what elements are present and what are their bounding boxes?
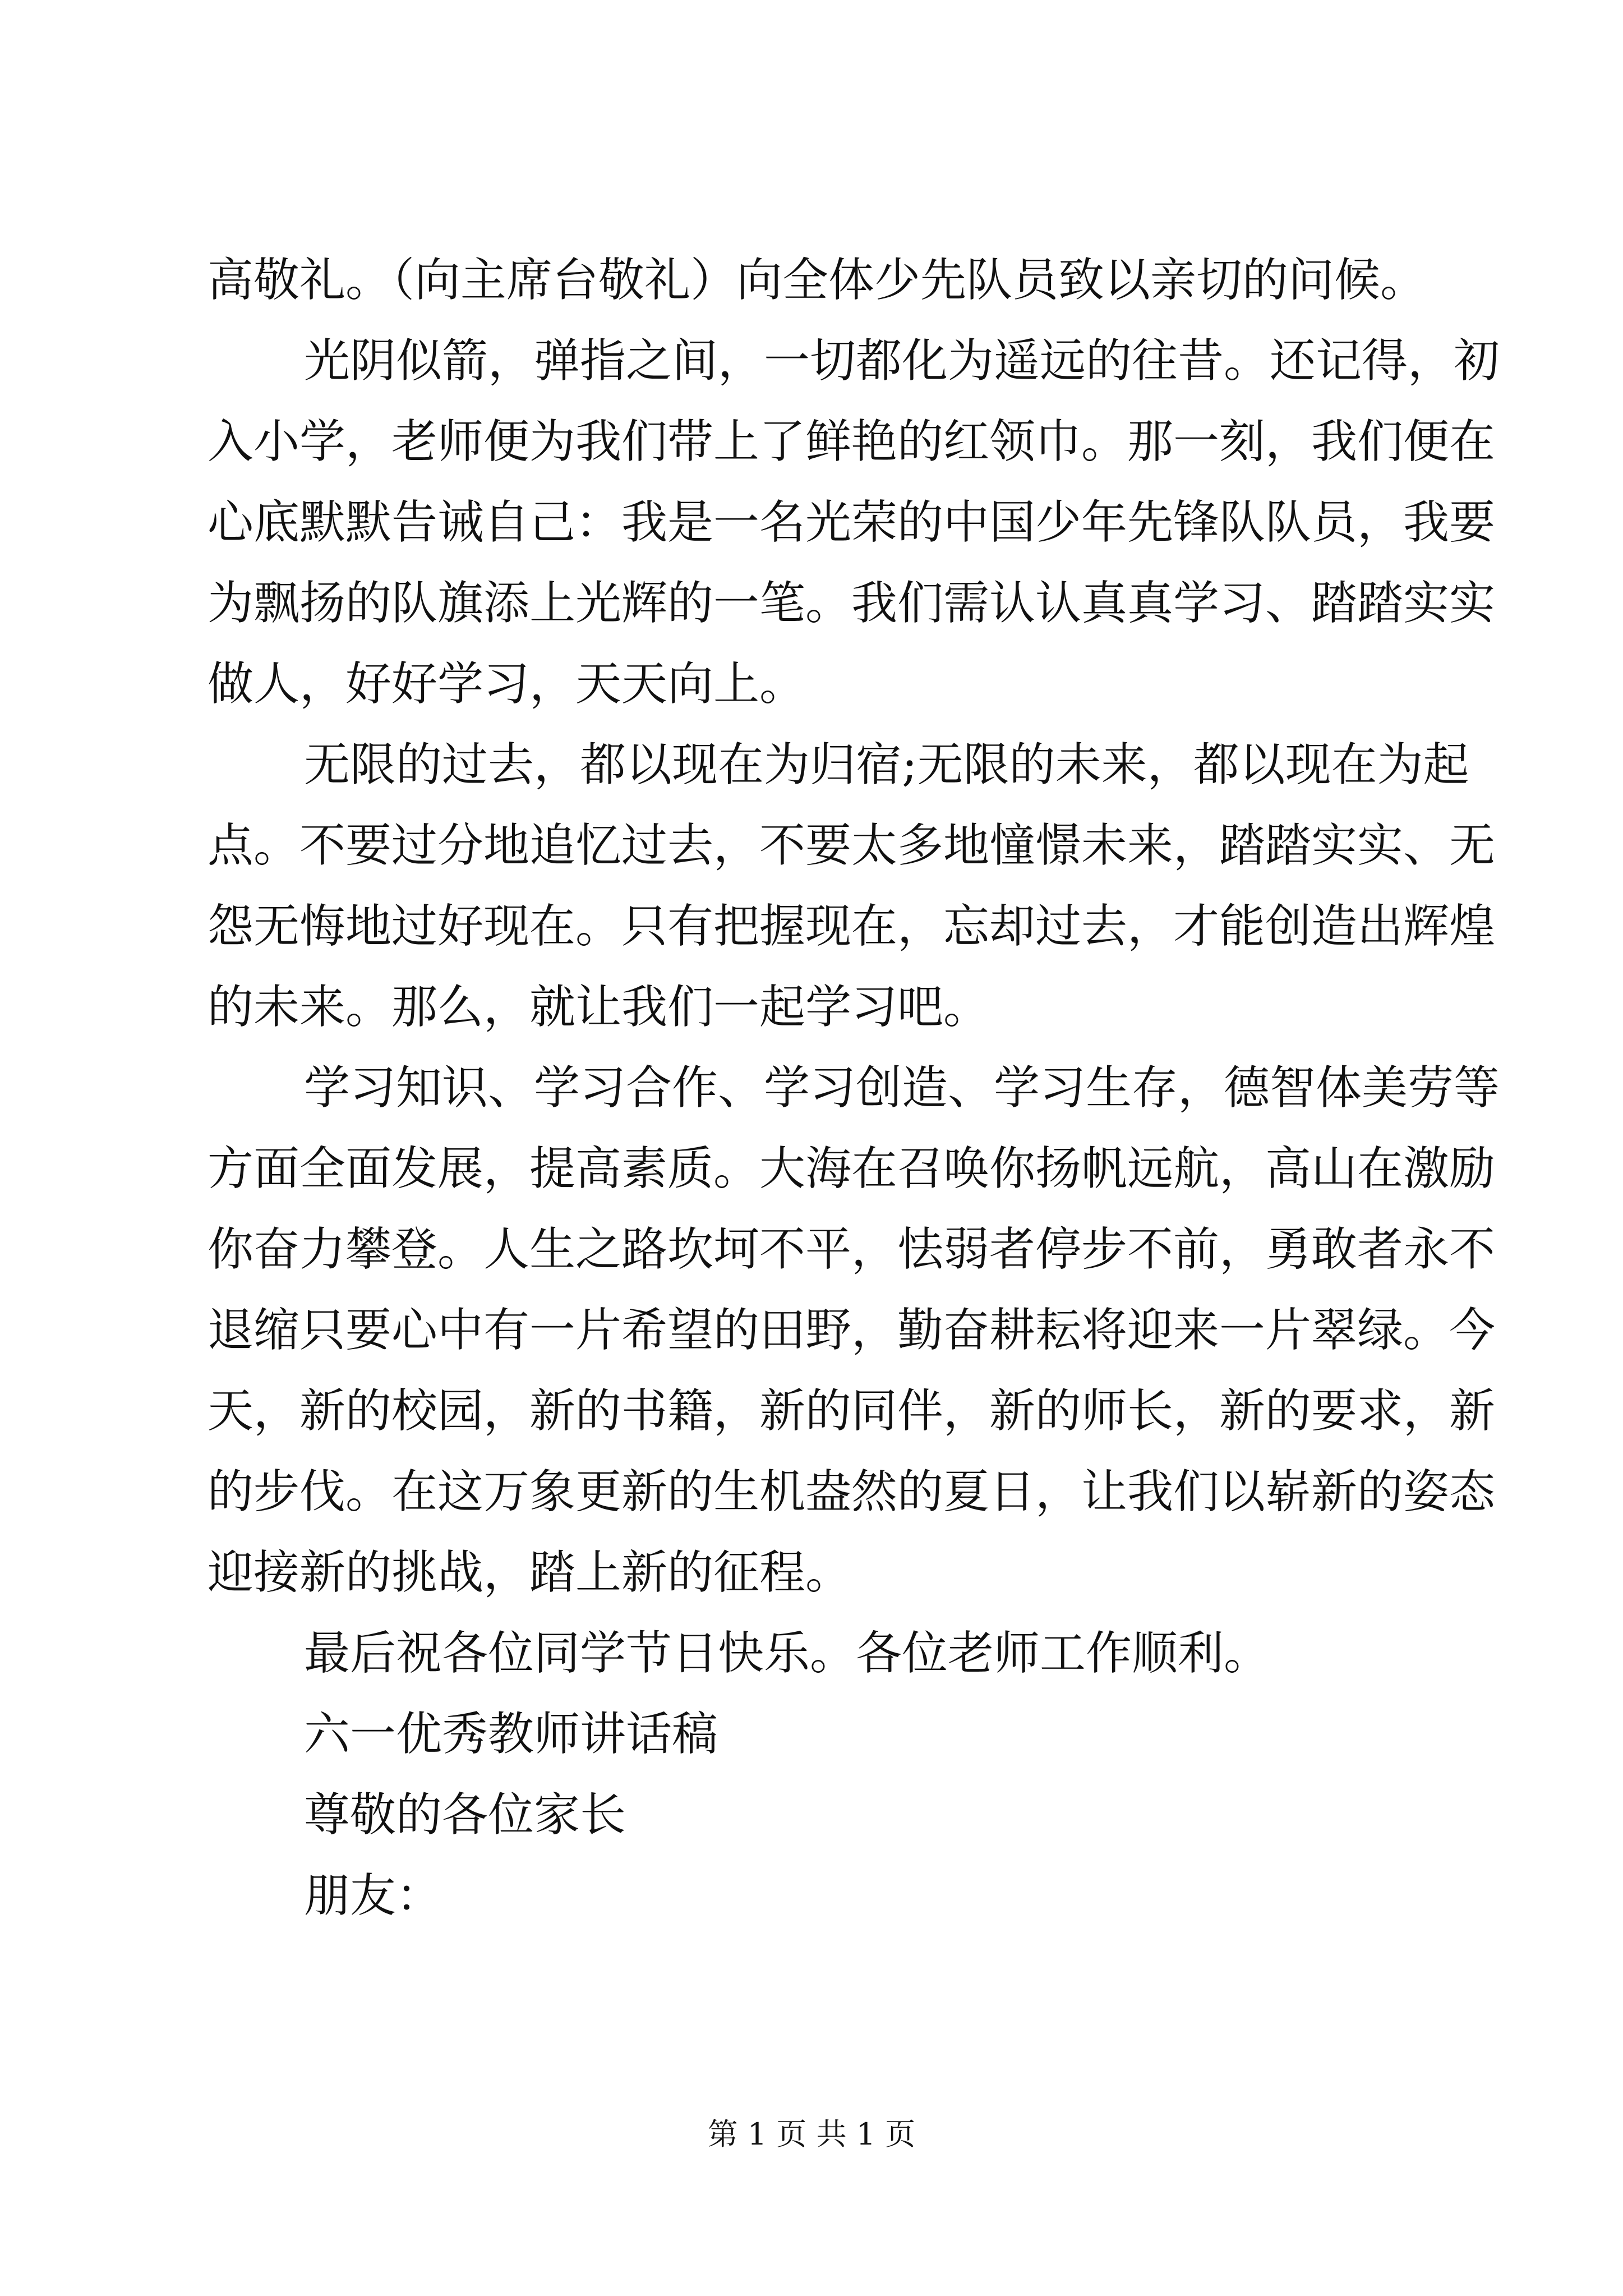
text-line: 点。不要过分地追忆过去，不要太多地憧憬未来，踏踏实实、无 bbox=[208, 819, 1496, 872]
text-line: 退缩只要心中有一片希望的田野，勤奋耕耘将迎来一片翠绿。今 bbox=[208, 1304, 1496, 1357]
salutation-line: 尊敬的各位家长 bbox=[304, 1788, 626, 1842]
section-heading: 六一优秀教师讲话稿 bbox=[304, 1708, 718, 1761]
text-line: 高敬礼。（向主席台敬礼）向全体少先队员致以亲切的问候。 bbox=[208, 254, 1427, 307]
text-line: 怨无悔地过好现在。只有把握现在，忘却过去，才能创造出辉煌 bbox=[208, 900, 1496, 953]
text-line: 为飘扬的队旗添上光辉的一笔。我们需认认真真学习、踏踏实实 bbox=[208, 577, 1496, 630]
text-line: 迎接新的挑战，踏上新的征程。 bbox=[208, 1546, 852, 1599]
page-number-footer: 第 1 页 共 1 页 bbox=[707, 2116, 916, 2152]
text-line: 的步伐。在这万象更新的生机盎然的夏日，让我们以崭新的姿态 bbox=[208, 1465, 1496, 1519]
paragraph-start-line: 无限的过去，都以现在为归宿;无限的未来，都以现在为起 bbox=[304, 738, 1469, 792]
text-line: 方面全面发展，提高素质。大海在召唤你扬帆远航，高山在激励 bbox=[208, 1142, 1496, 1195]
text-line: 你奋力攀登。人生之路坎坷不平，怯弱者停步不前，勇敢者永不 bbox=[208, 1223, 1496, 1276]
text-line: 天，新的校园，新的书籍，新的同伴，新的师长，新的要求，新 bbox=[208, 1384, 1496, 1438]
paragraph-start-line: 学习知识、学习合作、学习创造、学习生存，德智体美劳等 bbox=[304, 1061, 1500, 1115]
text-line: 做人，好好学习，天天向上。 bbox=[208, 657, 806, 711]
paragraph-start-line: 最后祝各位同学节日快乐。各位老师工作顺利。 bbox=[304, 1627, 1270, 1680]
text-line: 入小学，老师便为我们带上了鲜艳的红领巾。那一刻，我们便在 bbox=[208, 415, 1496, 468]
paragraph-start-line: 光阴似箭，弹指之间，一切都化为遥远的往昔。还记得，初 bbox=[304, 334, 1500, 388]
document-body bbox=[208, 240, 1500, 1936]
text-line: 的未来。那么，就让我们一起学习吧。 bbox=[208, 981, 990, 1034]
salutation-line: 朋友： bbox=[304, 1869, 442, 1922]
text-line: 心底默默告诫自己：我是一名光荣的中国少年先锋队队员，我要 bbox=[208, 496, 1496, 549]
